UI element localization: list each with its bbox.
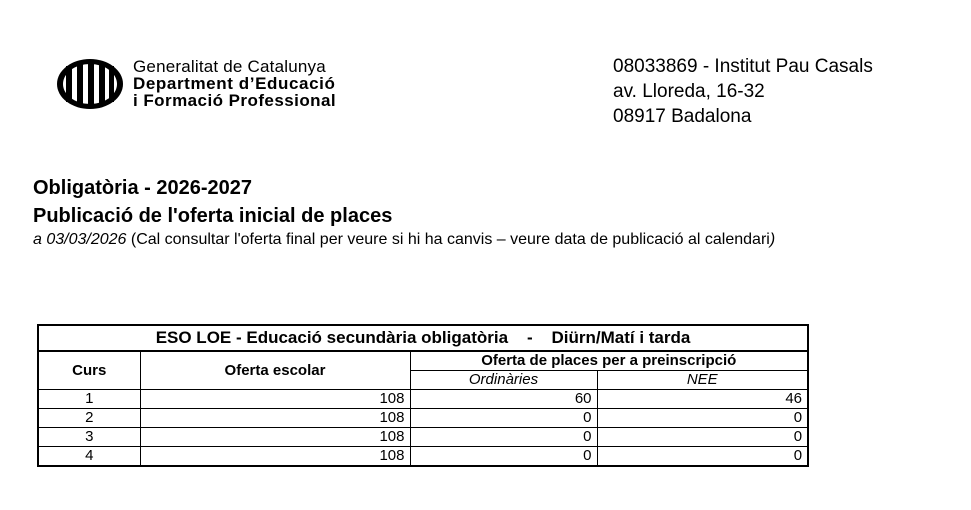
cell-curs: 1: [38, 390, 140, 409]
cell-nee: 46: [597, 390, 808, 409]
org-line-3: i Formació Professional: [133, 91, 337, 110]
table-row: [38, 428, 808, 447]
publication-note: [33, 230, 775, 250]
cell-curs: 2: [38, 409, 140, 428]
cell-nee: 0: [597, 447, 808, 467]
table-header-row: [38, 351, 808, 371]
cell-oferta: 108: [140, 447, 410, 467]
column-header-ordinaries: Ordinàries: [410, 371, 597, 390]
column-header-curs: Curs: [38, 351, 140, 390]
table-caption: ESO LOE - Educació secundària obligatòria - Diürn/Matí i tarda: [38, 325, 808, 351]
table-row: [38, 409, 808, 428]
org-line-2: Department d’Educació: [133, 74, 336, 93]
publication-date: a 03/03/2026: [33, 231, 127, 248]
column-header-oferta: Oferta escolar: [140, 351, 410, 390]
senyera-crest-icon: [56, 58, 124, 110]
table-caption-row: [38, 325, 808, 351]
organization-name: [133, 58, 336, 109]
column-header-nee: NEE: [597, 371, 808, 390]
cell-curs: 4: [38, 447, 140, 467]
cell-ordinaries: 60: [410, 390, 597, 409]
org-line-1: Generalitat de Catalunya: [133, 57, 326, 76]
school-street: av. Lloreda, 16-32: [613, 81, 765, 102]
cell-nee: 0: [597, 428, 808, 447]
note-close: ): [769, 231, 776, 248]
cell-oferta: 108: [140, 428, 410, 447]
cell-nee: 0: [597, 409, 808, 428]
school-address: [613, 54, 873, 129]
cell-ordinaries: 0: [410, 447, 597, 467]
cell-curs: 3: [38, 428, 140, 447]
document-heading: [33, 174, 775, 250]
document-title: Obligatòria - 2026-2027: [33, 177, 252, 199]
cell-oferta: 108: [140, 409, 410, 428]
school-city: 08917 Badalona: [613, 106, 752, 127]
school-code-name: 08033869 - Institut Pau Casals: [613, 56, 873, 77]
column-header-preinscripcio: Oferta de places per a preinscripció: [410, 351, 808, 371]
note-open: (: [126, 231, 137, 248]
document-subtitle: Publicació de l'oferta inicial de places: [33, 205, 393, 227]
places-table: [37, 324, 809, 467]
table-row: [38, 447, 808, 467]
note-body: Cal consultar l'oferta final per veure si hi ha canvis – veure data de publicació al calendari: [136, 231, 770, 248]
cell-ordinaries: 0: [410, 428, 597, 447]
cell-ordinaries: 0: [410, 409, 597, 428]
cell-oferta: 108: [140, 390, 410, 409]
table-row: [38, 390, 808, 409]
